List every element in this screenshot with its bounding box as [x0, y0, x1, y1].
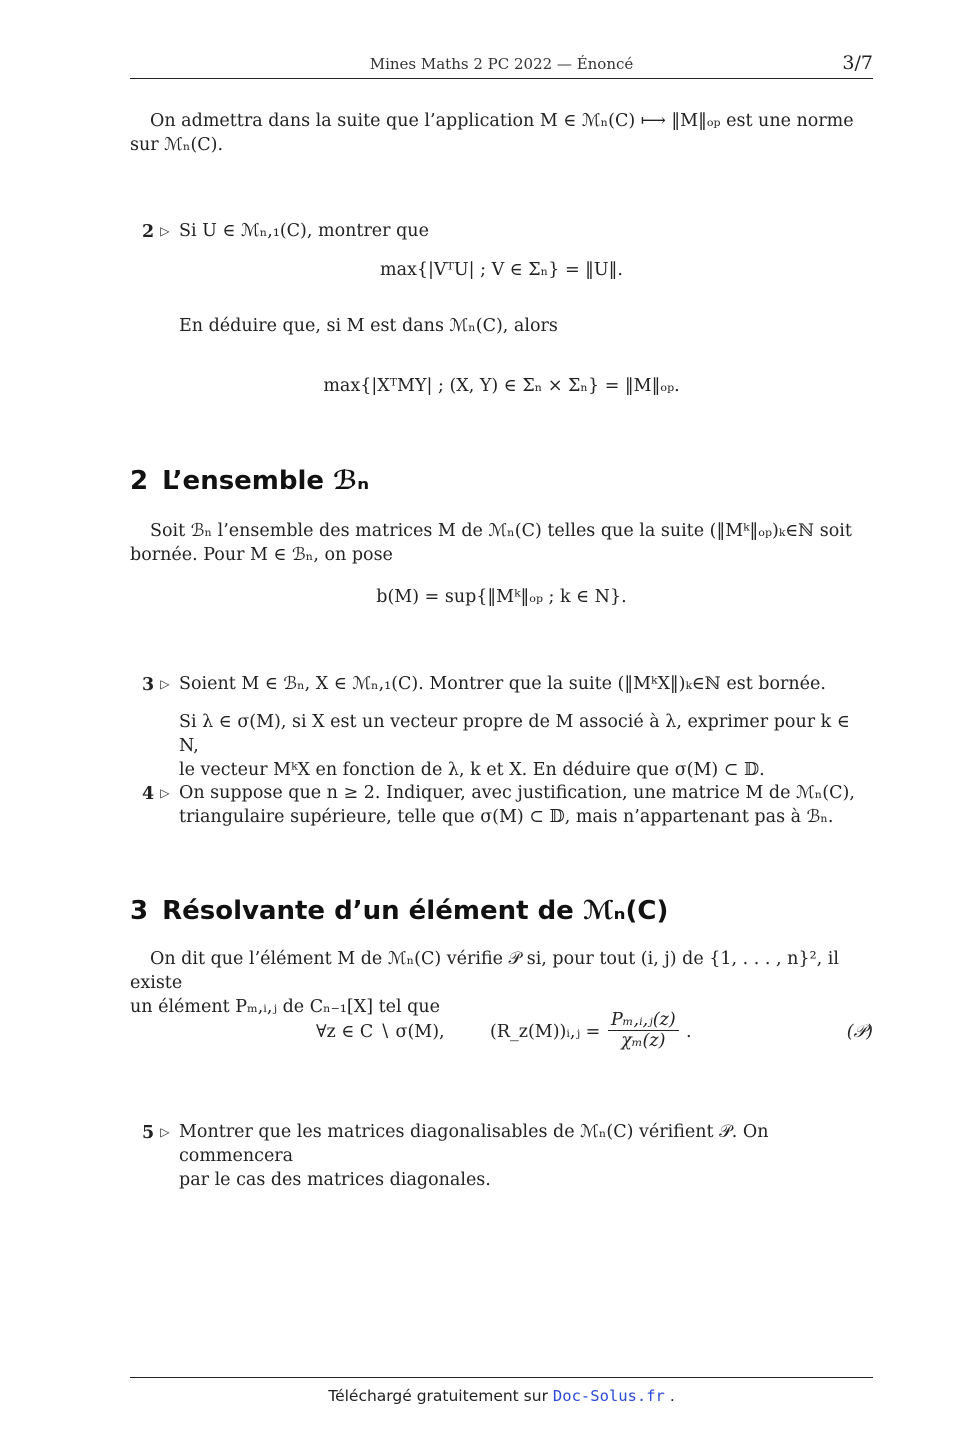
section-3-heading: Résolvante d’un élément de ℳₙ(C) — [162, 896, 669, 926]
question-2-line-2: En déduire que, si M est dans ℳₙ(C), alors — [179, 316, 558, 336]
question-2 — [130, 219, 873, 243]
question-4-line-1: On suppose que n ≥ 2. Indiquer, avec justification, une matrice M de ℳₙ(C), — [179, 783, 855, 803]
equation-period: . — [686, 1022, 692, 1042]
question-number: 5 — [142, 1123, 155, 1143]
page-footer — [130, 1377, 873, 1405]
section-number: 2 — [130, 466, 149, 496]
header-title: Mines Maths 2 PC 2022 — Énoncé — [369, 55, 634, 73]
section-3-title — [130, 896, 873, 926]
question-5-line-2: par le cas des matrices diagonales. — [179, 1170, 491, 1190]
page-header — [130, 52, 873, 79]
equation-resolvent — [130, 1010, 873, 1062]
question-2-part-2 — [130, 314, 873, 338]
equation-max-vtu: max{|VᵀU| ; V ∈ Σₙ} = ‖U‖. — [380, 260, 623, 280]
section-3-line-1: On dit que l’élément M de ℳₙ(C) vérifie 𝒫 si, pour tout (i, j) de {1, . . . , n}², il existe — [130, 949, 839, 993]
triangle-right-icon: ▷ — [160, 677, 170, 691]
section-2-title — [130, 466, 873, 496]
intro-paragraph — [130, 109, 873, 157]
section-2-heading: L’ensemble ℬₙ — [162, 466, 370, 496]
question-3-line-2: Si λ ∈ σ(M), si X est un vecteur propre de M associé à λ, exprimer pour k ∈ N, — [179, 712, 850, 756]
question-number: 4 — [142, 784, 155, 804]
section-2-line-2: bornée. Pour M ∈ ℬₙ, on pose — [130, 545, 393, 565]
equation-quantifier: ∀z ∈ C ∖ σ(M), — [316, 1022, 445, 1042]
page-number: 3/7 — [842, 52, 873, 74]
question-4-label — [142, 781, 169, 806]
fraction-denominator: χₘ(z) — [621, 1031, 666, 1051]
triangle-right-icon: ▷ — [160, 224, 170, 238]
question-2-line-1: Si U ∈ ℳₙ,₁(C), montrer que — [179, 221, 429, 241]
footer-link[interactable]: Doc-Solus.fr — [552, 1387, 665, 1405]
equation-lhs: (R_z(M))ᵢ,ⱼ = — [490, 1022, 601, 1042]
question-5 — [130, 1120, 873, 1192]
question-4-line-2: triangulaire supérieure, telle que σ(M) ⊂ 𝔻, mais n’appartenant pas à ℬₙ. — [179, 807, 834, 827]
footer-dot: . — [669, 1387, 675, 1405]
question-3-line-1: Soient M ∈ ℬₙ, X ∈ ℳₙ,₁(C). Montrer que la suite (‖MᵏX‖)ₖ∈ℕ est bornée. — [179, 674, 826, 694]
question-3-line-3: le vecteur MᵏX en fonction de λ, k et X. En déduire que σ(M) ⊂ 𝔻. — [179, 760, 765, 780]
fraction-numerator: Pₘ,ᵢ,ⱼ(z) — [608, 1010, 679, 1031]
question-5-label — [142, 1120, 169, 1145]
footer-text: Téléchargé gratuitement sur — [328, 1387, 548, 1405]
section-number: 3 — [130, 896, 149, 926]
equation-max-xtmy: max{|XᵀMY| ; (X, Y) ∈ Σₙ × Σₙ} = ‖M‖ₒₚ. — [323, 376, 680, 396]
question-3-part-2 — [130, 710, 873, 782]
question-3-label — [142, 672, 169, 697]
section-3-line-2: un élément Pₘ,ᵢ,ⱼ de Cₙ₋₁[X] tel que — [130, 997, 440, 1017]
equation-b-of-m: b(M) = sup{‖Mᵏ‖ₒₚ ; k ∈ N}. — [376, 587, 627, 607]
question-4 — [130, 781, 873, 829]
triangle-right-icon: ▷ — [160, 1125, 170, 1139]
section-2-paragraph — [130, 519, 873, 567]
intro-line-2: sur ℳₙ(C). — [130, 135, 224, 155]
question-5-line-1: Montrer que les matrices diagonalisables de ℳₙ(C) vérifient 𝒫. On commencera — [179, 1122, 769, 1166]
section-2-line-1: Soit ℬₙ l’ensemble des matrices M de ℳₙ(C) telles que la suite (‖Mᵏ‖ₒₚ)ₖ∈ℕ soit — [150, 521, 852, 541]
question-3 — [130, 672, 873, 696]
question-number: 3 — [142, 675, 155, 695]
equation-tag: (𝒫) — [846, 1022, 873, 1042]
question-2-label — [142, 219, 169, 244]
equation-fraction — [608, 1010, 679, 1051]
triangle-right-icon: ▷ — [160, 786, 170, 800]
intro-line-1: On admettra dans la suite que l’application M ∈ ℳₙ(C) ⟼ ‖M‖ₒₚ est une norme — [150, 111, 854, 131]
section-3-paragraph — [130, 947, 873, 1019]
question-number: 2 — [142, 222, 155, 242]
